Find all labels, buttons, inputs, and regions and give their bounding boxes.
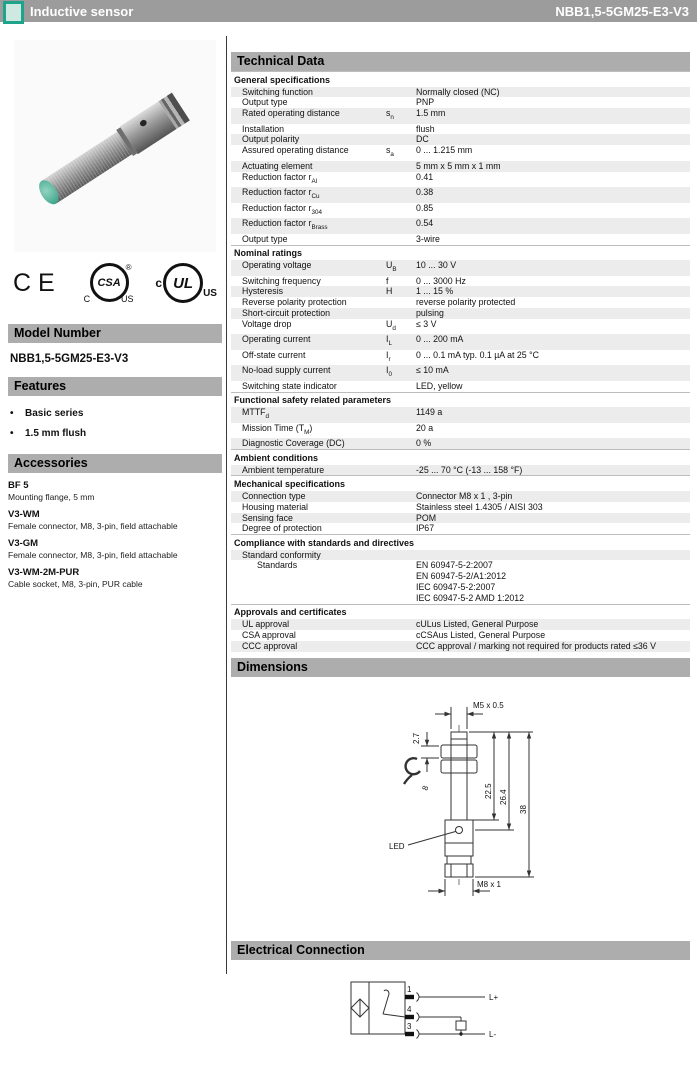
spec-symbol <box>386 502 416 513</box>
accessories-heading: Accessories <box>8 454 222 473</box>
svg-text:26.4: 26.4 <box>499 788 508 805</box>
spec-label: Housing material <box>242 501 309 512</box>
accessory-description: Mounting flange, 5 mm <box>8 492 95 502</box>
spec-value: flush <box>416 123 435 134</box>
spec-row <box>231 260 690 276</box>
spec-value: cULus Listed, General Purpose <box>416 619 539 630</box>
spec-label: Reduction factor $r_{Cu}$ <box>242 187 320 200</box>
spec-symbol <box>386 87 416 98</box>
spec-value: 1.5 mm <box>416 108 446 119</box>
spec-value: CCC approval / marking not required for products rated ≤36 V <box>416 640 657 651</box>
spec-value: ≤ 10 mA <box>416 365 449 376</box>
spec-value: cCSAus Listed, General Purpose <box>416 629 546 640</box>
svg-text:M5 x 0.5: M5 x 0.5 <box>473 700 504 710</box>
spec-symbol: $I_L$ <box>386 334 392 348</box>
spec-row <box>231 438 690 449</box>
spec-value: 10 ... 30 V <box>416 260 457 271</box>
certification-marks <box>13 260 217 306</box>
svg-text:4: 4 <box>407 1004 412 1014</box>
feature-label: 1.5 mm flush <box>25 428 87 439</box>
ce-mark-icon: CE <box>13 268 62 297</box>
spec-symbol <box>386 297 416 308</box>
spec-symbol <box>386 203 416 219</box>
svg-text:1: 1 <box>407 984 412 994</box>
spec-value-line: EN 60947-5-2:2007 <box>416 560 493 571</box>
spec-row <box>231 381 690 392</box>
technical-table <box>231 71 690 652</box>
spec-symbol: $U_d$ <box>386 318 396 332</box>
spec-symbol <box>386 560 416 603</box>
part-number: NBB1,5-5GM25-E3-V3 <box>555 3 689 19</box>
spec-row <box>231 203 690 219</box>
spec-label: Actuating element <box>242 160 313 171</box>
spec-section-title: Functional safety related parameters <box>231 392 690 408</box>
ul-mark-icon <box>155 263 217 303</box>
spec-symbol <box>386 218 416 234</box>
spec-row <box>231 334 690 350</box>
spec-symbol <box>386 97 416 108</box>
spec-section-title: Compliance with standards and directives <box>231 534 690 550</box>
spec-value: 0.38 <box>416 187 434 198</box>
spec-symbol <box>386 308 416 319</box>
spec-row <box>231 513 690 524</box>
spec-row <box>231 297 690 308</box>
spec-symbol: $s_n$ <box>386 108 394 121</box>
spec-row <box>231 187 690 203</box>
spec-value: 5 mm x 5 mm x 1 mm <box>416 160 501 171</box>
spec-label: Mission Time $(T_M)$ <box>242 422 313 436</box>
spec-value: ≤ 3 V <box>416 318 437 329</box>
spec-value: 0 ... 1.215 mm <box>416 145 473 156</box>
spec-value <box>416 560 690 603</box>
spec-symbol <box>386 161 416 172</box>
spec-value: IP67 <box>416 523 435 534</box>
content-columns <box>8 36 690 1039</box>
spec-value-line: IEC 60947-5-2 AMD 1:2012 <box>416 592 525 603</box>
spec-row <box>231 630 690 641</box>
spec-label: Degree of protection <box>242 523 322 534</box>
spec-label: Sensing face <box>242 512 293 523</box>
spec-symbol <box>386 438 416 449</box>
spec-symbol <box>386 619 416 630</box>
ul-c: c <box>155 276 163 290</box>
wiring-diagram <box>343 972 523 1067</box>
spec-row <box>231 145 690 161</box>
spec-value: 0 ... 200 mA <box>416 334 464 345</box>
spec-symbol: $U_B$ <box>386 260 397 273</box>
sensor-outline <box>441 732 477 877</box>
spec-row <box>231 234 690 245</box>
spec-label: Ambient temperature <box>242 464 325 475</box>
spec-value: 0 ... 0.1 mA typ. 0.1 µA at 25 °C <box>416 349 540 360</box>
spec-row <box>231 407 690 423</box>
spec-symbol <box>386 124 416 135</box>
electrical-connection-heading: Electrical Connection <box>231 941 690 960</box>
spec-symbol <box>386 134 416 145</box>
spec-symbol <box>386 513 416 524</box>
svg-text:L+: L+ <box>489 992 499 1002</box>
csa-c: C <box>83 294 91 304</box>
sensor-image <box>31 83 200 212</box>
spec-row <box>231 619 690 630</box>
dimension-nut <box>412 732 439 772</box>
spec-value-line: IEC 60947-5-2:2007 <box>416 582 496 593</box>
spec-value: 20 a <box>416 422 434 433</box>
spec-value: 0.85 <box>416 202 434 213</box>
led-hole <box>139 118 148 127</box>
feature-item <box>10 424 222 444</box>
spec-symbol: $I_r$ <box>386 349 391 363</box>
spec-row <box>231 97 690 108</box>
spec-value: pulsing <box>416 308 444 318</box>
spec-value: 1 ... 15 % <box>416 286 454 297</box>
spec-label: Output type <box>242 233 288 244</box>
csa-registered: ® <box>125 263 132 272</box>
spec-label: Output type <box>242 97 288 108</box>
model-number-heading: Model Number <box>8 324 222 343</box>
spec-label: Reduction factor $r_{304}$ <box>242 202 322 216</box>
spec-row <box>231 502 690 513</box>
spec-label: Switching frequency <box>242 275 321 286</box>
spec-label: No-load supply current <box>242 365 331 376</box>
svg-text:3: 3 <box>407 1021 412 1031</box>
spec-label: Installation <box>242 123 285 134</box>
spec-row <box>231 108 690 124</box>
spec-symbol: $s_a$ <box>386 145 394 158</box>
bullet-icon: • <box>10 428 14 439</box>
spec-value: Connector M8 x 1 , 3-pin <box>416 490 513 501</box>
svg-text:2.7: 2.7 <box>412 732 421 744</box>
spec-value <box>416 550 690 561</box>
technical-data-heading: Technical Data <box>231 52 690 71</box>
spec-value: 1149 a <box>416 407 443 418</box>
spec-symbol: H <box>386 286 393 297</box>
spec-symbol <box>386 423 416 439</box>
accessory-name: V3-WM <box>8 509 40 520</box>
spec-value: 0 ... 3000 Hz <box>416 275 466 286</box>
csa-mark-icon <box>83 262 134 304</box>
spec-label: Reduction factor $r_{Brass}$ <box>242 218 328 231</box>
spec-label: Switching state indicator <box>242 380 337 391</box>
spec-label: Hysteresis <box>242 286 284 297</box>
dimensions-drawing <box>381 687 690 927</box>
model-number-value: NBB1,5-5GM25-E3-V3 <box>10 353 129 365</box>
spec-label: Assured operating distance <box>242 145 349 156</box>
spec-row <box>231 172 690 188</box>
spec-value: -25 ... 70 °C (-13 ... 158 °F) <box>416 464 523 475</box>
spec-row <box>231 87 690 98</box>
spec-row <box>231 550 690 561</box>
dimension-m5 <box>435 701 504 729</box>
dimension-right <box>469 732 534 877</box>
spec-label: Operating voltage <box>242 260 312 271</box>
spec-label: Switching function <box>242 86 313 97</box>
svg-text:L-: L- <box>489 1029 497 1039</box>
spec-row <box>231 218 690 234</box>
ul-us: US <box>203 288 217 299</box>
wires <box>419 993 498 1039</box>
spec-row <box>231 423 690 439</box>
spec-label: Diagnostic Coverage (DC) <box>242 438 345 449</box>
spec-value: reverse polarity protected <box>416 297 516 308</box>
spec-label: $MTTF_d$ <box>242 407 269 421</box>
spec-label: Voltage drop <box>242 318 292 329</box>
spec-row <box>231 308 690 319</box>
spec-value: DC <box>416 134 429 145</box>
svg-text:38: 38 <box>519 804 528 814</box>
electrical-diagram <box>343 972 690 1072</box>
spec-label: Output polarity <box>242 134 300 145</box>
spec-symbol <box>386 381 416 392</box>
accessories-list <box>8 480 222 589</box>
svg-text:22.5: 22.5 <box>484 782 493 799</box>
dimension-m8 <box>428 879 502 896</box>
page-title: Inductive sensor <box>30 3 134 19</box>
csa-circle: CSA <box>90 263 129 302</box>
svg-text:M8 x 1: M8 x 1 <box>477 879 502 889</box>
spec-label: Standard conformity <box>242 549 321 560</box>
page-header <box>0 0 697 22</box>
spec-row <box>231 491 690 502</box>
spec-value: 3-wire <box>416 233 440 244</box>
spec-row <box>231 319 690 335</box>
spec-row <box>231 523 690 534</box>
spec-label: CCC approval <box>242 640 298 651</box>
spec-symbol: f <box>386 275 389 286</box>
spec-label: Reverse polarity protection <box>242 297 347 308</box>
spec-value: Normally closed (NC) <box>416 86 500 97</box>
product-photo <box>14 40 216 252</box>
ul-circle: UL <box>163 263 203 303</box>
feature-label: Basic series <box>25 408 84 419</box>
spec-label: Reduction factor $r_{Al}$ <box>242 171 318 185</box>
spec-row <box>231 641 690 652</box>
spec-symbol <box>386 234 416 245</box>
spec-symbol <box>386 523 416 534</box>
spec-symbol: $I_0$ <box>386 365 392 379</box>
spec-label: Rated operating distance <box>242 108 340 119</box>
accessory-description: Female connector, M8, 3-pin, field attachable <box>8 550 178 560</box>
spec-symbol <box>386 491 416 502</box>
spec-symbol <box>386 641 416 652</box>
spec-section-title: Mechanical specifications <box>231 475 690 491</box>
spec-label: Standards <box>257 560 298 571</box>
spec-row <box>231 286 690 297</box>
spec-symbol <box>386 187 416 203</box>
spec-row <box>231 365 690 381</box>
spec-section-title: General specifications <box>231 71 690 87</box>
spec-row <box>231 560 690 603</box>
spec-section-title: Nominal ratings <box>231 245 690 261</box>
spec-value: 0 % <box>416 438 432 449</box>
spec-row <box>231 134 690 145</box>
spec-section-title: Ambient conditions <box>231 449 690 465</box>
spec-symbol <box>386 172 416 188</box>
svg-text:8: 8 <box>420 783 431 792</box>
spec-value: Stainless steel 1.4305 / AISI 303 <box>416 501 543 512</box>
sensor-symbol <box>351 982 405 1034</box>
accessory-name: V3-GM <box>8 538 39 549</box>
spec-value: LED, yellow <box>416 380 463 391</box>
spec-symbol <box>386 630 416 641</box>
features-list <box>10 404 222 444</box>
pins <box>405 985 419 1039</box>
spec-value: 0.54 <box>416 218 434 229</box>
accessory-name: V3-WM-2M-PUR <box>8 567 80 578</box>
spec-label: Off-state current <box>242 349 306 360</box>
spec-value-line: EN 60947-5-2/A1:2012 <box>416 571 506 582</box>
accessory-description: Female connector, M8, 3-pin, field attachable <box>8 521 178 531</box>
spec-label: Short-circuit protection <box>242 308 331 318</box>
spec-section-title: Approvals and certificates <box>231 604 690 620</box>
spec-value: PNP <box>416 97 435 108</box>
feature-item <box>10 404 222 424</box>
accessory-name: BF 5 <box>8 480 29 491</box>
spec-row <box>231 465 690 476</box>
spec-row <box>231 276 690 287</box>
spec-label: CSA approval <box>242 629 296 640</box>
svg-text:LED: LED <box>389 841 405 851</box>
csa-us: US <box>121 294 134 304</box>
bullet-icon: • <box>10 408 14 419</box>
spec-row <box>231 124 690 135</box>
accessory-description: Cable socket, M8, 3-pin, PUR cable <box>8 579 143 589</box>
brand-corner-icon <box>3 1 24 24</box>
right-column <box>227 36 690 1039</box>
dimensions-heading: Dimensions <box>231 658 690 677</box>
spec-label: Operating current <box>242 334 311 345</box>
features-heading: Features <box>8 377 222 396</box>
spec-row <box>231 161 690 172</box>
spec-value: POM <box>416 512 437 523</box>
dimension-diagram <box>381 687 621 922</box>
spec-symbol <box>386 407 416 423</box>
spec-label: Connection type <box>242 490 306 501</box>
left-column <box>8 36 227 974</box>
spec-symbol <box>386 465 416 476</box>
spec-value: 0.41 <box>416 171 434 182</box>
spec-row <box>231 350 690 366</box>
spec-label: UL approval <box>242 619 290 630</box>
spec-symbol <box>386 550 416 561</box>
